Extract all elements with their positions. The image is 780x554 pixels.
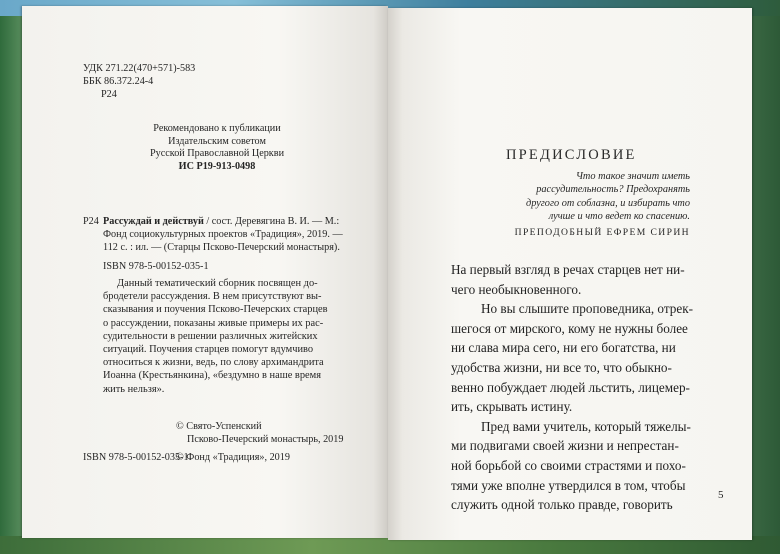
epigraph-author: ПРЕПОДОБНЫЙ ЕФРЕМ СИРИН <box>514 227 690 238</box>
body-line: чего необыкновенного. <box>451 281 582 297</box>
biblio-record <box>103 216 339 229</box>
biblio-line: 112 с. : ил. — (Старцы Псково-Печерский монастыря). <box>103 242 340 253</box>
body-text <box>451 260 693 515</box>
left-page <box>22 6 388 538</box>
right-page <box>388 8 752 540</box>
body-line: ить, скрывать истину. <box>451 399 573 415</box>
body-line: ной борьбой со своими страстями и похо- <box>451 457 686 473</box>
body-line: На первый взгляд в речах старцев нет ни- <box>451 262 685 277</box>
annotation-line: жить нельзя». <box>103 383 165 395</box>
bbk-code: ББК 86.372.24-4 <box>83 76 154 87</box>
copyright-foundation: © Фонд «Традиция», 2019 <box>176 452 290 463</box>
page-number: 5 <box>718 489 724 501</box>
recommendation-block <box>134 123 300 173</box>
annotation-line: бродетели рассуждения. В нем присутствуют вы- <box>103 291 322 303</box>
isbn-bottom: ISBN 978-5-00152-035-1 <box>83 452 189 463</box>
annotation-line: ситуаций. Поучения старцев помогут вдумчиво <box>103 344 314 356</box>
annotation-line: относиться к жизни, ведь, по слову архимандрита <box>103 357 324 369</box>
annotation-line: сказывания и поучения Псково-Печерских старцев <box>103 304 328 316</box>
annotation-line: Данный тематический сборник посвящен до- <box>117 278 318 289</box>
body-line: удобства жизни, ни все то, что обыкно- <box>451 359 672 375</box>
body-line: Но вы слышите проповедника, отрек- <box>481 301 694 317</box>
biblio-line: Фонд социокультурных проектов «Традиция», 2019. — <box>103 229 343 240</box>
body-line: ми подвигами своей жизни и непрестан- <box>451 438 679 454</box>
author-mark: Р24 <box>101 89 117 100</box>
epigraph-line: лучше и что ведет ко спасению. <box>548 211 690 223</box>
epigraph-line: Что такое значит иметь <box>575 171 690 182</box>
epigraph <box>526 170 690 224</box>
annotation-line: судительности в решении различных житейских <box>103 330 318 342</box>
body-line: ни слава мира сего, ни его богатства, ни <box>451 340 676 356</box>
body-line: служить одной только правде, говорить <box>451 497 673 513</box>
body-line: Пред вами учитель, который тяжелы- <box>481 418 691 434</box>
biblio-line: / сост. Деревягина В. И. — М.: <box>206 216 340 227</box>
body-line: венно побуждает людей льстить, лицемер- <box>451 379 690 395</box>
recommendation-line: Издательским советом <box>168 135 266 147</box>
annotation <box>103 277 328 396</box>
isbn: ISBN 978-5-00152-035-1 <box>103 261 209 272</box>
epigraph-line: другого от соблазна, и избирать что <box>526 197 690 209</box>
udk-code: УДК 271.22(470+571)-583 <box>83 63 196 74</box>
book-title: Рассуждай и действуй <box>103 216 204 227</box>
is-number: ИС Р19-913-0498 <box>178 160 256 172</box>
recommendation-line: Русской Православной Церкви <box>149 148 285 160</box>
recommendation-line: Рекомендовано к публикации <box>153 123 281 134</box>
body-line: тями уже вполне утвердился в том, чтобы <box>451 477 686 493</box>
annotation-line: о рассуждении, показаны живые примеры их рас- <box>103 317 324 329</box>
chapter-heading: ПРЕДИСЛОВИЕ <box>506 147 637 163</box>
biblio-code: Р24 <box>83 216 99 227</box>
body-line: шегося от мирского, кому не нужны более <box>451 320 688 336</box>
epigraph-line: рассудительность? Предохранять <box>536 184 690 196</box>
copyright-monastery-name: Псково-Печерский монастырь, 2019 <box>187 434 344 445</box>
copyright-monastery: © Свято-Успенский <box>176 421 262 432</box>
annotation-line: Иоанна (Крестьянкина), «бездумно в наше время <box>103 370 321 382</box>
